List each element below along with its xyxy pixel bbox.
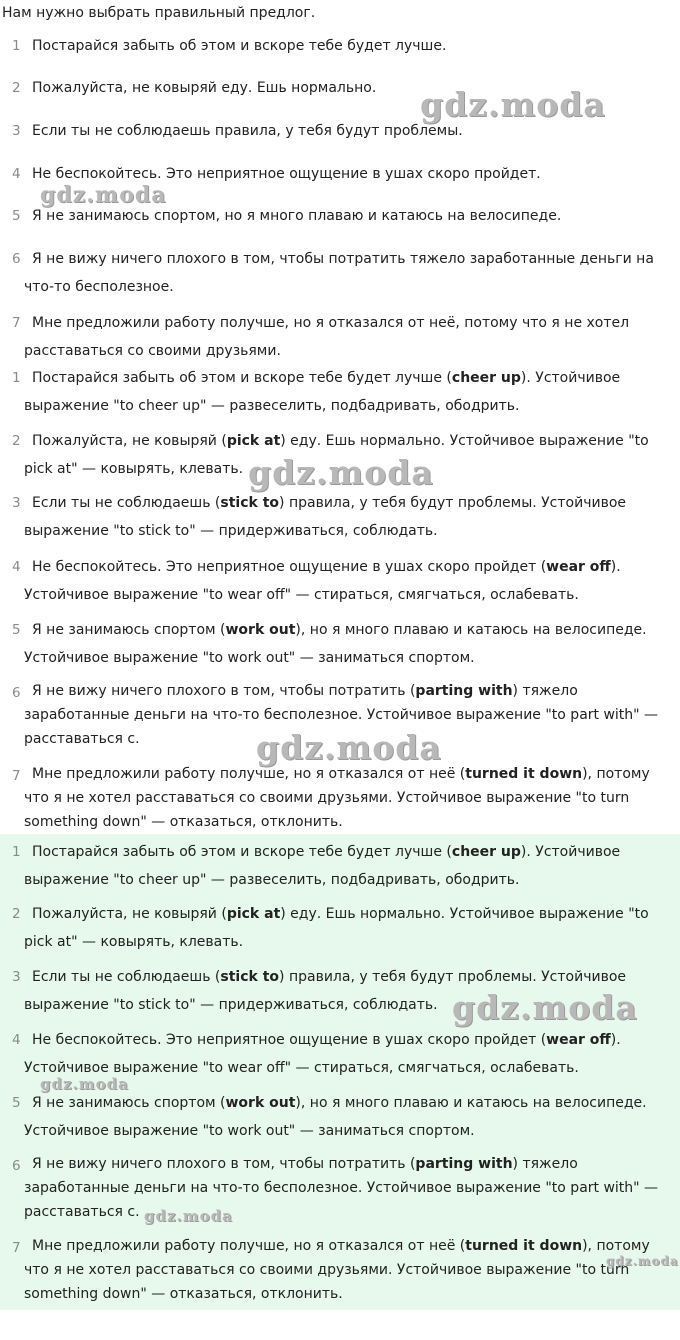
answer-phrase: turned it down <box>465 766 583 782</box>
item-number: 4 <box>12 559 21 575</box>
watermark-logo: gdz.moda <box>144 1207 233 1225</box>
item-text: Не беспокойтесь. Это неприятное ощущение в ушах скоро пройдет (wear off). Устойчивое выражение "to wear off" — стираться, смягчаться, ослабевать. <box>24 559 621 603</box>
item-number: 7 <box>12 768 21 784</box>
item-text: Если ты не соблюдаешь (stick to) правила, у тебя будут проблемы. Устойчивое выражение "to stick to" — придерживаться, соблюдать. <box>24 495 627 539</box>
item-number: 6 <box>12 251 21 267</box>
answer-phrase: wear off <box>546 559 611 575</box>
answer-phrase: stick to <box>220 969 280 985</box>
item-number: 2 <box>12 80 21 96</box>
item-text: Пожалуйста, не ковыряй (pick at) еду. Ешь нормально. Устойчивое выражение "to pick at" — ковырять, клевать. <box>24 906 649 950</box>
watermark-logo: gdz.moda <box>256 728 442 767</box>
item-text: Мне предложили работу получше, но я отказался от неё (turned it down), потому что я не хотел расставаться со своими друзьями. Устойчивое выражение "to turn something down" — отказаться, отклонить. <box>24 766 650 830</box>
item-number: 4 <box>12 1032 21 1048</box>
answer-phrase: wear off <box>546 1032 611 1048</box>
item-number: 2 <box>12 906 21 922</box>
answer-phrase: turned it down <box>465 1238 583 1254</box>
item-text: Постарайся забыть об этом и вскоре тебе будет лучше (cheer up). Устойчивое выражение "to cheer up" — развеселить, подбадривать, ободрить. <box>24 370 621 414</box>
item-number: 3 <box>12 123 21 139</box>
answer-phrase: parting with <box>415 1156 513 1172</box>
item-text: Мне предложили работу получше, но я отказался от неё, потому что я не хотел расставаться со своими друзьями. <box>24 315 630 359</box>
item-text: Мне предложили работу получше, но я отказался от неё (turned it down), потому что я не хотел расставаться со своими друзьями. Устойчивое выражение "to turn something down" — отказаться, отклонить. <box>24 1238 650 1302</box>
item-text: Я не занимаюсь спортом, но я много плаваю и катаюсь на велосипеде. <box>32 208 562 224</box>
item-text: Я не вижу ничего плохого в том, чтобы потратить (parting with) тяжело заработанные деньги на что-то бесполезное. Устойчивое выражение "to part with" — расставаться с. <box>24 1156 659 1220</box>
item-number: 1 <box>12 38 21 54</box>
highlighted-answers-block <box>0 834 680 1310</box>
answer-phrase: pick at <box>226 906 281 922</box>
item-text: Я не вижу ничего плохого в том, чтобы потратить тяжело заработанные деньги на что-то бесполезное. <box>24 251 654 295</box>
intro-text: Нам нужно выбрать правильный предлог. <box>2 5 316 21</box>
item-text: Я не занимаюсь спортом (work out), но я много плаваю и катаюсь на велосипеде. Устойчивое выражение "to work out" — заниматься спортом. <box>24 622 647 666</box>
item-number: 3 <box>12 495 21 511</box>
item-number: 7 <box>12 1240 21 1256</box>
item-number: 1 <box>12 844 21 860</box>
item-number: 4 <box>12 166 21 182</box>
item-number: 6 <box>12 1158 21 1174</box>
item-text: Пожалуйста, не ковыряй еду. Ешь нормально. <box>32 80 377 96</box>
item-text: Пожалуйста, не ковыряй (pick at) еду. Ешь нормально. Устойчивое выражение "to pick at" — ковырять, клевать. <box>24 433 649 477</box>
answer-phrase: parting with <box>415 683 513 699</box>
answer-phrase: work out <box>225 1095 296 1111</box>
item-text: Я не вижу ничего плохого в том, чтобы потратить (parting with) тяжело заработанные деньги на что-то бесполезное. Устойчивое выражение "to part with" — расставаться с. <box>24 683 659 747</box>
answer-phrase: cheer up <box>451 370 521 386</box>
watermark-logo: gdz.moda <box>452 988 638 1027</box>
item-text: Не беспокойтесь. Это неприятное ощущение в ушах скоро пройдет. <box>32 166 541 182</box>
answer-phrase: stick to <box>220 495 280 511</box>
item-number: 7 <box>12 315 21 331</box>
item-number: 2 <box>12 433 21 449</box>
item-text: Я не занимаюсь спортом (work out), но я много плаваю и катаюсь на велосипеде. Устойчивое выражение "to work out" — заниматься спортом. <box>24 1095 647 1139</box>
item-text: Если ты не соблюдаешь (stick to) правила, у тебя будут проблемы. Устойчивое выражение "to stick to" — придерживаться, соблюдать. <box>24 969 627 1013</box>
item-text: Постарайся забыть об этом и вскоре тебе будет лучше. <box>32 38 447 54</box>
answer-phrase: pick at <box>226 433 281 449</box>
item-number: 6 <box>12 685 21 701</box>
item-number: 3 <box>12 969 21 985</box>
answer-phrase: work out <box>225 622 296 638</box>
watermark-logo: gdz.moda <box>606 1254 679 1268</box>
answer-phrase: cheer up <box>451 844 521 860</box>
item-number: 5 <box>12 208 21 224</box>
watermark-logo: gdz.moda <box>40 182 167 208</box>
item-text: Если ты не соблюдаешь правила, у тебя будут проблемы. <box>32 123 463 139</box>
watermark-logo: gdz.moda <box>248 453 434 492</box>
item-text: Постарайся забыть об этом и вскоре тебе будет лучше (cheer up). Устойчивое выражение "to cheer up" — развеселить, подбадривать, ободрить. <box>24 844 621 888</box>
item-text: Не беспокойтесь. Это неприятное ощущение в ушах скоро пройдет (wear off). Устойчивое выражение "to wear off" — стираться, смягчаться, ослабевать. <box>24 1032 621 1076</box>
item-number: 5 <box>12 622 21 638</box>
watermark-logo: gdz.moda <box>420 85 606 124</box>
item-number: 1 <box>12 370 21 386</box>
watermark-logo: gdz.moda <box>40 1075 129 1093</box>
item-number: 5 <box>12 1095 21 1111</box>
